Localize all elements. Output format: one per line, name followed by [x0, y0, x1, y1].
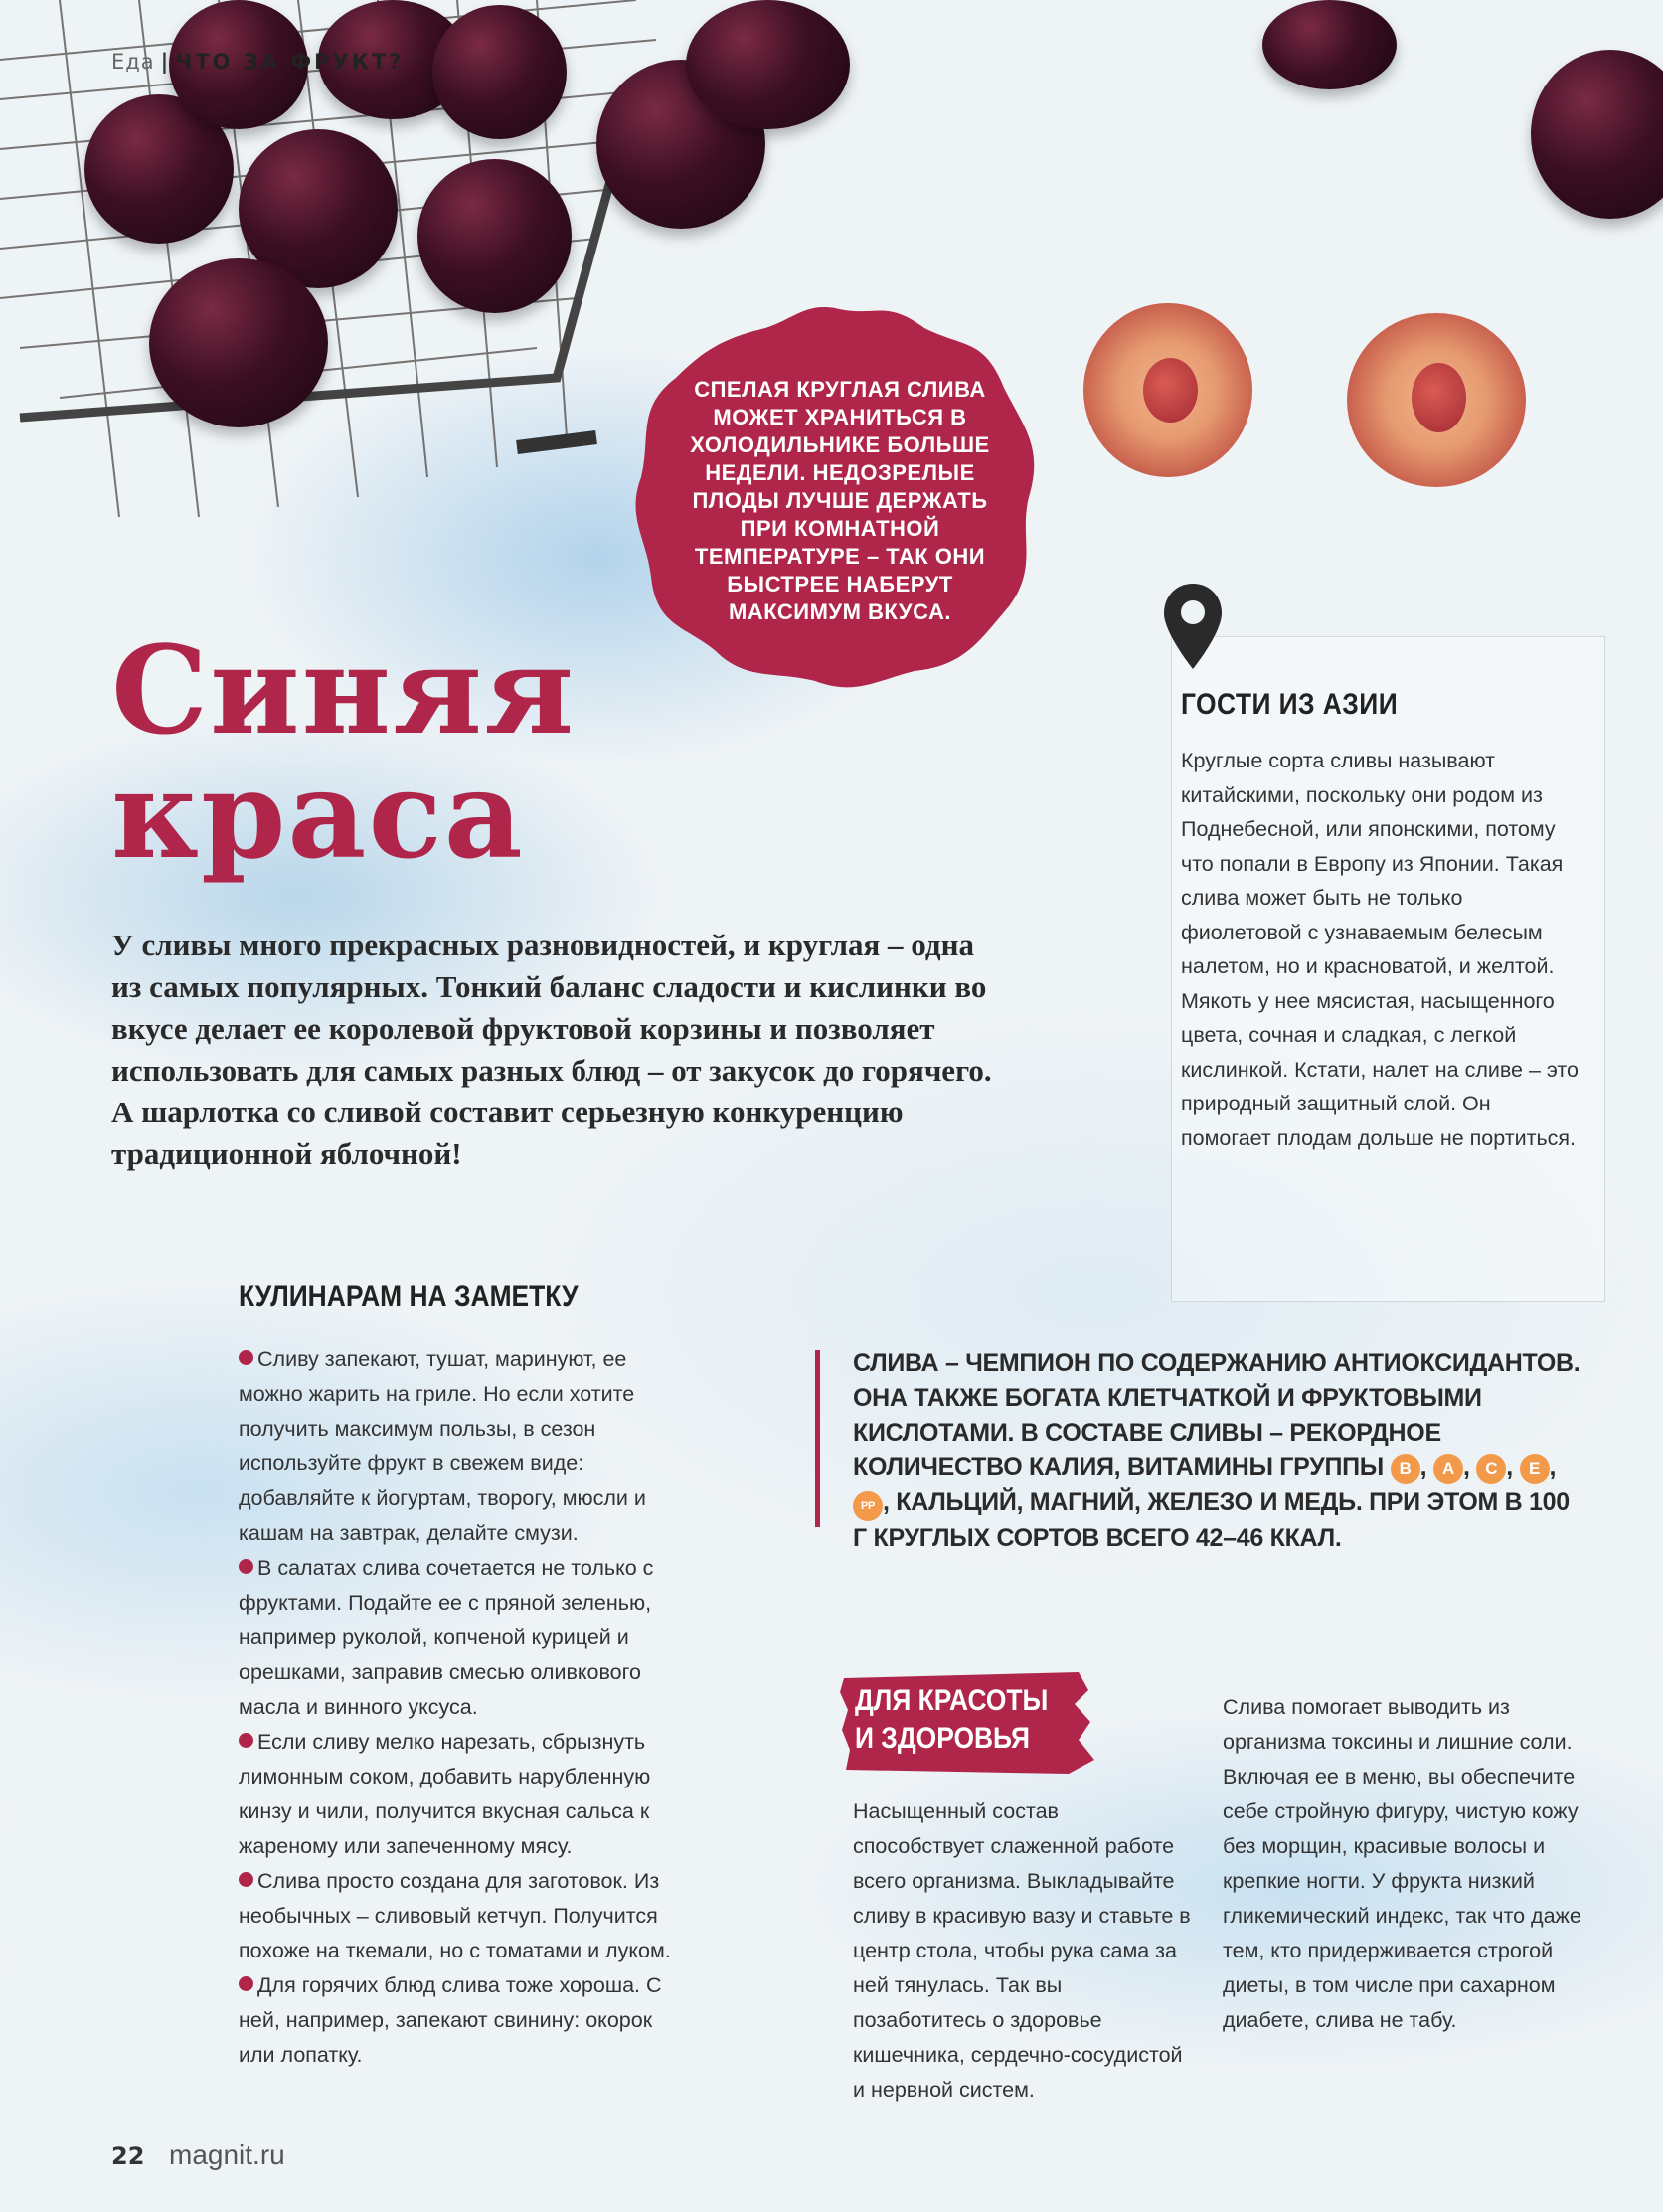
beauty-heading: ДЛЯ КРАСОТЫ И ЗДОРОВЬЯ: [855, 1684, 1049, 1755]
bullet-icon: [239, 1559, 253, 1574]
vitamin-e-badge: E: [1520, 1454, 1550, 1484]
accent-bar: [815, 1350, 820, 1527]
section-label: Еда: [111, 50, 155, 74]
list-item: Если сливу мелко нарезать, сбрызнуть лимонным соком, добавить нарубленную кинзу и чили, получится вкусная сальса к жареному или запеченному мясу.: [239, 1730, 651, 1858]
site-link[interactable]: magnit.ru: [169, 2139, 285, 2170]
lead-paragraph: У сливы много прекрасных разновидностей, и круглая – одна из самых популярных. Тонкий баланс сладости и кислинки во вкусе делает ее королевой фруктовой корзины и позволяет использовать для самых разных блюд – от закусок до горячего. А шарлотка со сливой составит серьезную конкуренцию традиционной яблочной!: [111, 928, 992, 1171]
vitamin-c-badge: C: [1476, 1454, 1506, 1484]
location-pin-icon: [1161, 582, 1225, 671]
bullet-icon: [239, 1976, 253, 1991]
bullet-icon: [239, 1872, 253, 1887]
list-item: Сливу запекают, тушат, маринуют, ее можно жарить на гриле. Но если хотите получить максимум пользы, в сезон используйте фрукт в свежем виде: добавляйте к йогуртам, творогу, мюсли и кашам на завтрак, делайте смузи.: [239, 1347, 646, 1545]
asia-text: Круглые сорта сливы называют китайскими, поскольку они родом из Поднебесной, или японскими, потому что попали в Европу из Японии. Такая слива может быть не только фиолетовой с узнаваемым белесым налетом, но и красноватой, и желтой. Мякоть у нее мясистая, насыщенного цвета, сочная и сладкая, с легкой кислинкой. Кстати, налет на сливе – это природный защитный слой. Он помогает плодам дольше не портиться.: [1181, 749, 1579, 1150]
plum-pit: [1412, 363, 1466, 432]
list-item: Для горячих блюд слива тоже хороша. С ней, например, запекают свинину: окорок или лопатку.: [239, 1973, 662, 2067]
culinary-heading: КУЛИНАРАМ НА ЗАМЕТКУ: [239, 1280, 579, 1313]
plum: [1531, 50, 1663, 219]
plum-pit: [1143, 358, 1198, 423]
vitamin-pp-badge: PP: [853, 1491, 883, 1521]
page-title: [111, 618, 577, 886]
title-line-1: Синяя: [111, 618, 577, 762]
bullet-icon: [239, 1350, 253, 1365]
title-line-2: краса: [111, 743, 525, 886]
beauty-text-right: Слива помогает выводить из организма токсины и лишние соли. Включая ее в меню, вы обеспечите себе стройную фигуру, чистую кожу без морщин, красивые волосы и крепкие ногти. У фрукта низкий гликемический индекс, так что даже тем, кто придерживается строгой диеты, в том числе при сахарном диабете, слива не табу.: [1223, 1695, 1581, 2032]
callout-text: СПЕЛАЯ КРУГЛАЯ СЛИВА МОЖЕТ ХРАНИТЬСЯ В ХОЛОДИЛЬНИКЕ БОЛЬШЕ НЕДЕЛИ. НЕДОЗРЕЛЫЕ ПЛОДЫ ЛУЧШЕ ДЕРЖАТЬ ПРИ КОМНАТНОЙ ТЕМПЕРАТУРЕ – ТАК ОНИ БЫСТРЕЕ НАБЕРУТ МАКСИМУМ ВКУСА.: [690, 377, 990, 624]
topic-label: ЧТО ЗА ФРУКТ?: [175, 50, 405, 74]
plum: [1262, 0, 1397, 89]
list-item: В салатах слива сочетается не только с фруктами. Подайте ее с пряной зеленью, например руколой, копченой курицей и орешками, заправив смесью оливкового масла и винного уксуса.: [239, 1556, 654, 1719]
plum: [417, 159, 572, 313]
plum: [432, 5, 567, 139]
bullet-icon: [239, 1733, 253, 1748]
beauty-text-left: Насыщенный состав способствует слаженной работе всего организма. Выкладывайте сливу в красивую вазу и ставьте в центр стола, чтобы рука сама за ней тянулась. Так вы позаботитесь о здоровье кишечника, сердечно-сосудистой и нервной систем.: [853, 1799, 1191, 2102]
champion-text: СЛИВА – ЧЕМПИОН ПО СОДЕРЖАНИЮ АНТИОКСИДАНТОВ. ОНА ТАКЖЕ БОГАТА КЛЕТЧАТКОЙ И ФРУКТОВЫМИ КИСЛОТАМИ. В СОСТАВЕ СЛИВЫ – РЕКОРДНОЕ КОЛИЧЕСТВО КАЛИЯ, ВИТАМИНЫ ГРУППЫ B , A , C , E , PP , КАЛЬЦИЙ, МАГНИЙ, ЖЕЛЕЗО И МЕДЬ. ПРИ ЭТОМ В 100 Г КРУГЛЫХ СОРТОВ ВСЕГО 42–46 ККАЛ.: [853, 1349, 1580, 1552]
section-rubric: Еда | ЧТО ЗА ФРУКТ?: [111, 50, 405, 74]
culinary-list: [239, 1342, 691, 2073]
page-number: 22: [111, 2142, 145, 2170]
vitamin-b-badge: B: [1391, 1454, 1420, 1484]
list-item: Слива просто создана для заготовок. Из необычных – сливовый кетчуп. Получится похоже на ткемали, но с томатами и луком.: [239, 1869, 671, 1962]
plum: [686, 0, 850, 129]
plum: [149, 258, 328, 427]
asia-heading: ГОСТИ ИЗ АЗИИ: [1181, 688, 1399, 721]
vitamin-a-badge: A: [1433, 1454, 1463, 1484]
